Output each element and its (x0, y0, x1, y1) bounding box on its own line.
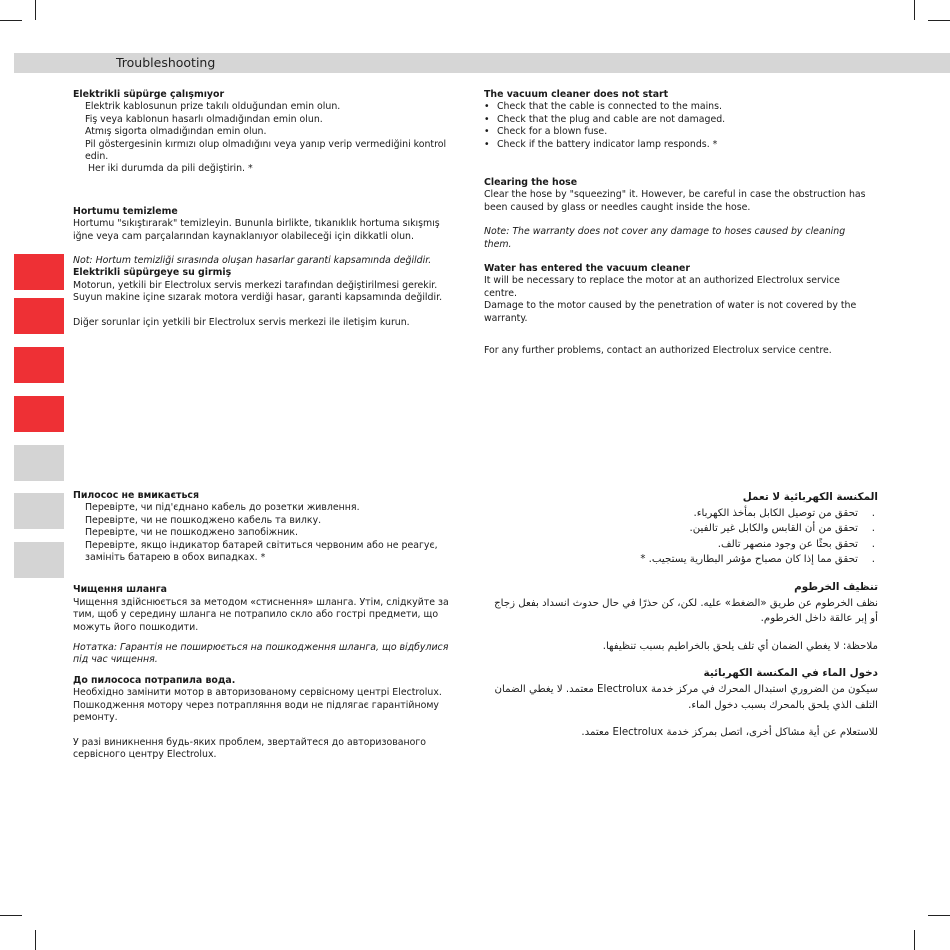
arabic-section (484, 490, 878, 741)
section-footer: للاستعلام عن أية مشاكل أخرى، اتصل بمركز خدمة Electrolux معتمد. (581, 727, 878, 739)
section-title: تنظيف الخرطوم (794, 580, 878, 593)
list-item: . تحقق بحثًا عن وجود منصهر تالف. (484, 537, 878, 553)
list-item: Перевірте, чи не пошкоджено запобіжник. (85, 527, 298, 539)
list-item: • Check that the cable is connected to the mains. (484, 101, 874, 113)
list-item: Pil göstergesinin kırmızı olup olmadığını veya yanıp verip vermediğini kontrol edin. (85, 138, 447, 163)
crop-mark (914, 0, 915, 20)
tab-grey-3[interactable] (14, 542, 64, 578)
section-title: Clearing the hose (484, 177, 578, 189)
list-item: Перевірте, чи не пошкоджено кабель та вилку. (85, 514, 322, 526)
list-item: Elektrik kablosunun prize takılı olduğundan emin olun. (85, 101, 341, 113)
list-item: • Check if the battery indicator lamp responds. * (484, 139, 874, 151)
tab-red-4[interactable] (14, 396, 64, 432)
list-item: Перевірте, якщо індикатор батарей світиться червоним або не реагує, замініть батарею в обох випадках. * (85, 539, 438, 564)
section-title: The vacuum cleaner does not start (484, 89, 669, 100)
list-item: Перевірте, чи під'єднано кабель до розетки живлення. (85, 502, 360, 514)
bullet-list (484, 101, 874, 151)
section-body: Motorun, yetkili bir Electrolux servis merkezi tarafından değiştirilmesi gerekir. Suyun makine içine sızarak motora verdiği hasar, garanti kapsamında değildir. (73, 279, 443, 304)
section-body: Damage to the motor caused by the penetration of water is not covered by the warranty. (484, 300, 857, 324)
turkish-section (73, 89, 458, 329)
section-title: Water has entered the vacuum cleaner (484, 263, 690, 275)
crop-mark (928, 20, 950, 21)
bullet-list (484, 506, 878, 568)
list-item: Her iki durumda da pili değiştirin. * (88, 163, 253, 175)
english-section (484, 89, 874, 358)
section-title: Чищення шланга (73, 584, 167, 596)
section-title: دخول الماء في المكنسة الكهربائية (703, 667, 878, 680)
section-body: نظف الخرطوم عن طريق «الضغط» عليه. لكن، كن حذرًا في حال حدوث انسداد بفعل زجاج أو إبر عالقة داخل الخرطوم. (494, 597, 878, 625)
crop-mark (35, 930, 36, 950)
section-body: سيكون من الضروري استبدال المحرك في مركز خدمة Electrolux معتمد. لا يغطي الضمان التلف الذي يلحق بالمحرك بسبب دخول الماء. (494, 683, 878, 711)
list-item: . تحقق من أن القابس والكابل غير تالفين. (484, 521, 878, 537)
tab-grey-1[interactable] (14, 445, 64, 481)
tab-grey-2[interactable] (14, 493, 64, 529)
list-item: . تحقق مما إذا كان مصباح مؤشر البطارية يستجيب. * (484, 552, 878, 568)
section-title: Hortumu temizleme (73, 205, 178, 217)
section-footer: Diğer sorunlar için yetkili bir Electrolux servis merkezi ile iletişim kurun. (73, 316, 410, 328)
crop-mark (0, 915, 22, 916)
section-note: Note: The warranty does not cover any damage to hoses caused by cleaning them. (484, 226, 846, 250)
section-title: Пилосос не вмикається (73, 490, 199, 501)
section-title: Elektrikli süpürgeye su girmiş (73, 267, 232, 279)
crop-mark (35, 0, 36, 20)
section-title: До пилососа потрапила вода. (73, 674, 236, 686)
section-body: Чищення здійснюється за методом «стиснення» шланга. Утім, слідкуйте за тим, щоб у середину шланга не потрапило скло або гострі предмети, що можуть його пошкодити. (73, 596, 449, 633)
ukrainian-section (73, 490, 458, 761)
list-item: Fiş veya kablonun hasarlı olmadığından emin olun. (85, 113, 323, 125)
crop-mark (0, 20, 22, 21)
list-item: . تحقق من توصيل الكابل بمأخذ الكهرباء. (484, 506, 878, 522)
section-footer: For any further problems, contact an authorized Electrolux service centre. (484, 345, 832, 357)
section-body: Hortumu "sıkıştırarak" temizleyin. Bununla birlikte, tıkanıklık hortuma sıkışmış iğne veya cam parçalarından kaynaklanıyor olabileceği için dikkatli olun. (73, 218, 440, 242)
list-item: Atmış sigorta olmadığından emin olun. (85, 126, 267, 138)
list-item: • Check that the plug and cable are not damaged. (484, 114, 874, 126)
section-body: Необхідно замінити мотор в авторизованому сервісному центрі Electrolux. (73, 687, 442, 699)
section-body: Пошкодження мотору через потрапляння води не підлягає гарантійному ремонту. (73, 699, 439, 724)
tab-red-1[interactable] (14, 254, 64, 290)
page-title: Troubleshooting (116, 55, 216, 70)
tab-red-2[interactable] (14, 298, 64, 334)
section-note: Not: Hortum temizliği sırasında oluşan hasarlar garanti kapsamında değildir. (73, 255, 432, 267)
tab-red-3[interactable] (14, 347, 64, 383)
crop-mark (914, 930, 915, 950)
section-title: المكنسة الكهربائية لا تعمل (742, 491, 878, 503)
section-note: Нотатка: Гарантія не поширюється на пошкодження шланга, що відбулися під час чищення. (73, 642, 449, 666)
section-title: Elektrikli süpürge çalışmıyor (73, 89, 225, 100)
crop-mark (928, 915, 950, 916)
section-footer: У разі виникнення будь-яких проблем, звертайтеся до авторизованого сервісного центру Electrolux. (73, 736, 427, 760)
section-body: It will be necessary to replace the motor at an authorized Electrolux service centre. (484, 275, 840, 299)
list-item: • Check for a blown fuse. (484, 126, 874, 138)
section-note: ملاحظة: لا يغطي الضمان أي تلف يلحق بالخراطيم بسبب تنظيفها. (602, 640, 878, 652)
section-body: Clear the hose by "squeezing" it. However, be careful in case the obstruction has been caused by glass or needles caught inside the hose. (484, 189, 866, 213)
